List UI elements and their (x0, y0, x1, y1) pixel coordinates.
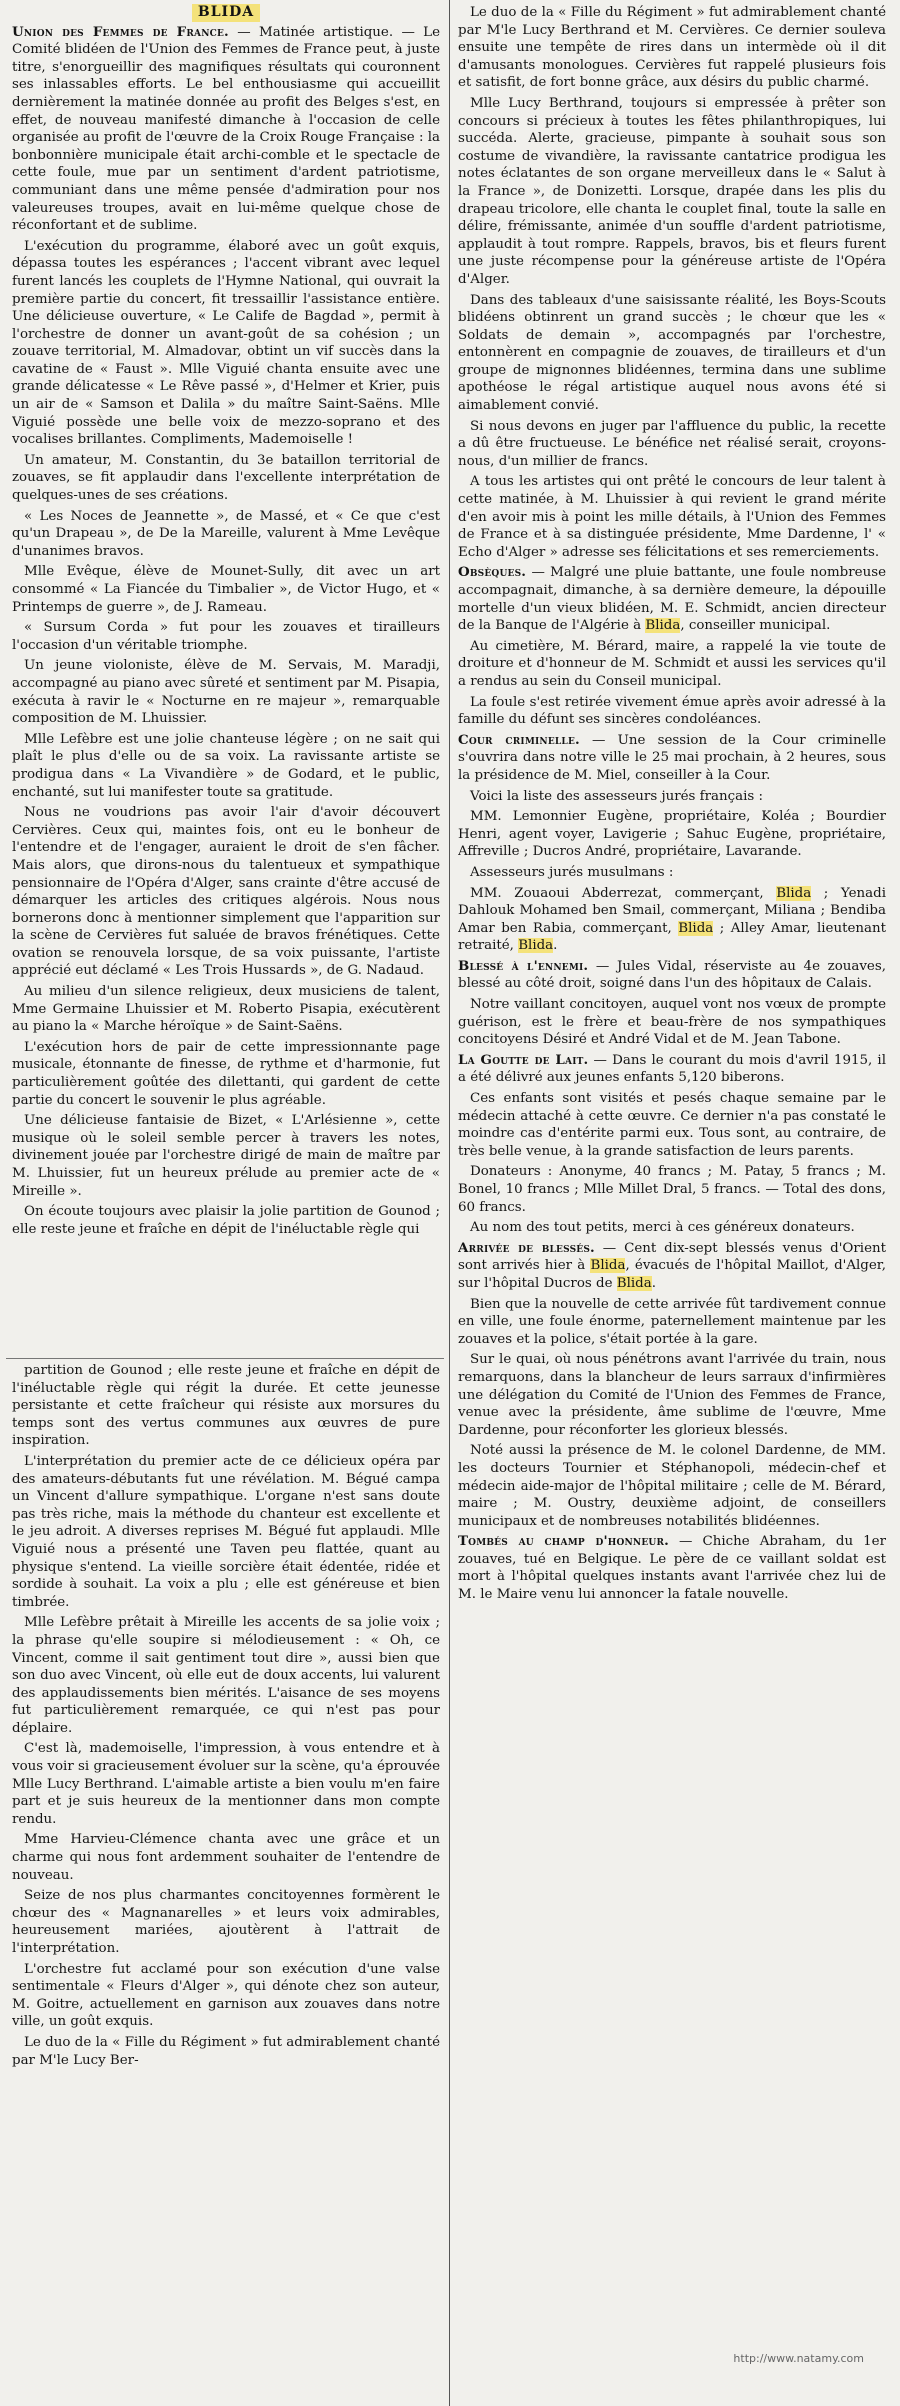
article-text: Voici la liste des assesseurs jurés français : (470, 788, 764, 804)
article-text: Le duo de la « Fille du Régiment » fut admirablement chanté par M'le Lucy Ber- (12, 2034, 440, 2068)
article-text: Ces enfants sont visités et pesés chaque semaine par le médecin attaché à cette œuvre. Ce dernier n'a pas constaté le moindre cas d'entérite parmi eux. Tous sont, au contraire, de très belle venue, à la grande satisfaction de leurs parents. (458, 1091, 886, 1159)
article-text: C'est là, mademoiselle, l'impression, à vous entendre et à vous voir si gracieusement évoluer sur la scène, qu'a éprouvée Mlle Lucy Berthrand. L'aimable artiste a bien voulu m'en faire part et je suis heureux de la mentionner dans mon compte rendu. (12, 1741, 440, 1827)
article-paragraph (12, 2034, 440, 2069)
article-paragraph (458, 638, 886, 691)
article-text: — Une session de la Cour criminelle s'ouvrira dans notre ville le 25 mai prochain, à 2 heures, sous la présidence de M. Miel, conseiller à la Cour. (458, 732, 886, 783)
article-paragraph (458, 1052, 886, 1087)
article-text: Mlle Lefèbre prêtait à Mireille les accents de sa jolie voix ; la phrase qu'elle soupire si mélodieusement : « Oh, ce Vincent, comme il sait gentiment tout dire », aussi bien que son duo avec Vincent, où elle eut de doux accents, lui valurent des applaudissements bien mérités. L'aisance de ses moyens fut particulièrement remarquée, ce qui n'est pas pour déplaire. (12, 1615, 440, 1736)
article-text: Si nous devons en juger par l'affluence du public, la recette a dû être fructueuse. Le bénéfice net réalisé serait, croyons-nous, d'un millier de francs. (458, 418, 886, 469)
article-paragraph (458, 732, 886, 785)
article-paragraph (12, 452, 440, 505)
article-text: Donateurs : Anonyme, 40 francs ; M. Patay, 5 francs ; M. Bonel, 10 francs ; Mlle Millet Dral, 5 francs. — Total des dons, 60 francs. (458, 1164, 886, 1215)
article-paragraph (12, 238, 440, 449)
article-text: MM. Lemonnier Eugène, propriétaire, Koléa ; Bourdier Henri, agent voyer, Lavigerie ; Sahuc Eugène, propriétaire, Affreville ; Ducros André, propriétaire, Lavarande. (458, 809, 886, 860)
article-text: MM. Zouaoui Abderrezat, commerçant, Blida ; Yenadi Dahlouk Mohamed ben Smail, commerçant, Miliana ; Bendiba Amar ben Rabia, commerçant, Blida ; Alley Amar, lieutenant retraité, Blida. (458, 885, 886, 954)
article-text: Au nom des tout petits, merci à ces généreux donateurs. (470, 1220, 855, 1236)
article-text: Nous ne voudrions pas avoir l'air d'avoir découvert Cervières. Ceux qui, maintes fois, ont eu le bonheur de l'entendre et de l'engager, auraient le droit de s'en fâcher. Mais alors, que dirons-nous du talentueux et sympathique pensionnaire de l'Opéra d'Alger, sans crainte d'être accusé de démarquer les articles des critiques algérois. Nous nous bornerons donc à mentionner simplement que l'apparition sur la scène de Cervières fut saluée de bravos frénétiques. Cette ovation se renouvela lorsque, de sa voix puissante, l'artiste apprécié eut déclamé « Les Trois Hussards », de G. Nadaud. (12, 805, 440, 979)
article-paragraph (12, 1831, 440, 1884)
article-paragraph (458, 808, 886, 861)
article-paragraph (12, 563, 440, 616)
article-text: La foule s'est retirée vivement émue après avoir adressé à la famille du défunt ses sincères condoléances. (458, 694, 886, 728)
search-highlight: Blida (645, 618, 681, 634)
article-heading: Tombés au champ d'honneur. (458, 1533, 670, 1550)
article-text: Un amateur, M. Constantin, du 3e bataillon territorial de zouaves, se fit applaudir dans l'excellente interprétation de quelques-unes de ses créations. (12, 452, 440, 504)
article-paragraph (458, 418, 886, 471)
article-paragraph (12, 1614, 440, 1737)
article-text: Mme Harvieu-Clémence chanta avec une grâce et un charme qui nous font ardemment souhaiter de l'entendre de nouveau. (12, 1832, 440, 1883)
article-paragraph (12, 1039, 440, 1109)
section-divider (6, 1358, 444, 1359)
article-paragraph (458, 788, 886, 806)
search-highlight: Blida (616, 1275, 652, 1291)
article-text: Le duo de la « Fille du Régiment » fut admirablement chanté par M'le Lucy Berthrand et M. Cervières. Ce dernier souleva ensuite une tempête de rires dans un intermède où il dit d'amusants monologues. Cervières fut rappelé plusieurs fois et satisfit, de fort bonne grâce, aux désirs du public charmé. (458, 5, 886, 91)
article-text: — Cent dix-sept blessés venus d'Orient sont arrivés hier à Blida, évacués de l'hôpital Maillot, d'Alger, sur l'hôpital Ducros de Blida. (458, 1240, 886, 1291)
article-text: Au cimetière, M. Bérard, maire, a rappelé la vie toute de droiture et d'honneur de M. Schmidt et aussi les services qu'il a rendus au sein du Conseil municipal. (458, 638, 886, 689)
article-text: L'exécution du programme, élaboré avec un goût exquis, dépassa toutes les espérances ; l'accent vibrant avec lequel furent lancés les couplets de l'Hymne National, qui ouvrait la première partie du concert, fit tressaillir l'assistance entière. Une délicieuse ouverture, « Le Calife de Bagdad », permit à l'orchestre de donner un avant-goût de sa cohésion ; un zouave territorial, M. Almadovar, obtint un vif succès dans la cavatine de « Faust ». Mlle Viguié chanta ensuite avec une grande délicatesse « Le Rêve passé », d'Helmer et Krier, puis un air de « Samson et Dalila » du maître Saint-Saëns. Mlle Viguié possède une belle voix de mezzo-soprano et des vocalises brillantes. Compliments, Mademoiselle ! (12, 238, 440, 448)
article-text: Un jeune violoniste, élève de M. Servais, M. Maradji, accompagné au piano avec sûreté et sentiment par M. Pisapia, exécuta à ravir le « Nocturne en re majeur », remarquable composition de M. Lhuissier. (12, 658, 440, 727)
article-paragraph (12, 1203, 440, 1238)
article-text: — Matinée artistique. — Le Comité blidéen de l'Union des Femmes de France peut, à juste titre, s'enorgueillir des magnifiques résultats qui couronnent ses inlassables efforts. Le bel enthousiasme qui accueillit dernièrement la matinée donnée au profit des Belges s'est, en effet, de nouveau manifesté dimanche à l'occasion de celle organisée au profit de l'œuvre de la Croix Rouge Française : la bonbonnière municipale était archi-comble et le spectacle de cette foule, mue par un sentiment d'ardent patriotisme, communiant dans une même pensée d'admiration pour nos valeureuses troupes, avait en lui-même quelque chose de réconfortant et de sublime. (12, 24, 440, 234)
article-heading: Union des Femmes de France. (12, 23, 229, 40)
article-text: Notre vaillant concitoyen, auquel vont nos vœux de prompte guérison, est le frère et beau-frère de nos sympathiques concitoyens Désiré et André Vidal et de M. Jean Tabone. (458, 997, 886, 1048)
article-heading: Arrivée de blessés. (458, 1239, 595, 1256)
article-text: Au milieu d'un silence religieux, deux musiciens de talent, Mme Germaine Lhuissier et M. Roberto Pisapia, exécutèrent au piano la « Marche héroïque » de Saint-Saëns. (12, 984, 440, 1035)
search-highlight: Blida (776, 885, 812, 901)
article-text: Noté aussi la présence de M. le colonel Dardenne, de MM. les docteurs Tournier et Stéphanopoli, médecin-chef et médecin aide-major de l'hôpital militaire ; celle de M. Bérard, maire ; M. Oustry, deuxième adjoint, de conseillers municipaux et de nombreuses notabilités blidéennes. (458, 1443, 886, 1529)
article-paragraph (12, 731, 440, 801)
article-text: — Malgré une pluie battante, une foule nombreuse accompagnait, dimanche, à sa dernière demeure, la dépouille mortelle d'un vieux blidéen, M. E. Schmidt, ancien directeur de la Banque de l'Algérie à Blida, conseiller municipal. (458, 565, 886, 634)
article-paragraph (12, 619, 440, 654)
article-paragraph (12, 1887, 440, 1957)
search-highlight: Blida (590, 1258, 626, 1274)
article-text: Mlle Lefèbre est une jolie chanteuse légère ; on ne sait qui plaît le plus d'elle ou de sa voix. La ravissante artiste se prodigua dans « La Vivandière » de Godard, et le public, enchanté, sut lui manifester toute sa gratitude. (12, 731, 440, 800)
article-paragraph (458, 958, 886, 993)
article-paragraph (12, 657, 440, 727)
column-left-bottom (12, 1362, 440, 2402)
article-paragraph (458, 292, 886, 415)
article-heading: Cour criminelle. (458, 731, 580, 748)
article-paragraph (12, 1453, 440, 1611)
article-text: — Jules Vidal, réserviste au 4e zouaves, blessé au côté droit, soigné dans l'un des hôpitaux de Calais. (458, 958, 886, 992)
article-paragraph (458, 1219, 886, 1237)
article-text: L'interprétation du premier acte de ce délicieux opéra par des amateurs-débutants fut une révélation. M. Bégué campa un Vincent d'allure sympathique. L'organe n'est sans doute pas très riche, mais la méthode du chanteur est excellente et le jeu adroit. A diverses reprises M. Bégué fut applaudi. Mlle Viguié nous a présenté une Taven peu flattée, quant au physique s'entend. La vieille sorcière était édentée, ridée et sordide à souhait. La voix a plu ; elle est généreuse et bien timbrée. (12, 1453, 440, 1610)
article-text: Sur le quai, où nous pénétrons avant l'arrivée du train, nous remarquons, dans la blancheur de leurs sarraux d'infirmières une délégation du Comité de l'Union des Femmes de France, venue avec la présidente, âme sublime de l'œuvre, Mme Dardenne, pour réconforter les glorieux blessés. (458, 1352, 886, 1438)
article-paragraph (458, 885, 886, 955)
article-text: On écoute toujours avec plaisir la jolie partition de Gounod ; elle reste jeune et fraîche en dépit de l'inéluctable règle qui (12, 1204, 440, 1237)
article-paragraph (12, 1362, 440, 1450)
article-paragraph (12, 1740, 440, 1828)
masthead-title: BLIDA (192, 4, 260, 22)
article-paragraph (458, 864, 886, 882)
article-paragraph (458, 4, 886, 92)
article-paragraph (458, 996, 886, 1049)
article-paragraph (458, 1163, 886, 1216)
article-paragraph (458, 1442, 886, 1530)
article-text: — Dans le courant du mois d'avril 1915, il a été délivré aux jeunes enfants 5,120 biberons. (458, 1052, 886, 1086)
article-paragraph (458, 1240, 886, 1293)
article-paragraph (458, 1090, 886, 1160)
article-text: Dans des tableaux d'une saisissante réalité, les Boys-Scouts blidéens obtinrent un grand succès ; le chœur que les « Soldats de demain », accompagnés par l'orchestre, entonnèrent en compagnie de zouaves, de tirailleurs et d'un groupe de mignonnes blidéennes, termina dans une sublime apothéose le régal artistique auquel nous avons été si aimablement convié. (458, 292, 886, 414)
article-text: L'exécution hors de pair de cette impressionnante page musicale, étonnante de finesse, de rythme et d'harmonie, fut particulièrement goûtée des dilettanti, qui gardent de cette partie du concert le souvenir le plus agréable. (12, 1039, 440, 1108)
article-paragraph (458, 1351, 886, 1439)
column-right (458, 4, 886, 2334)
article-paragraph (458, 95, 886, 289)
article-text: A tous les artistes qui ont prêté le concours de leur talent à cette matinée, à M. Lhuissier à qui revient le grand mérite d'en avoir mis à point les mille détails, à l'Union des Femmes de France et à sa distinguée présidente, Mme Dardenne, l' « Echo d'Alger » adresse ses félicitations et ses remerciements. (458, 474, 886, 560)
article-paragraph (12, 1961, 440, 2031)
article-text: « Sursum Corda » fut pour les zouaves et tirailleurs l'occasion d'un véritable triomphe. (12, 620, 440, 653)
column-divider (449, 0, 450, 2406)
search-highlight: Blida (518, 938, 554, 954)
column-left-top (12, 4, 440, 1356)
article-text: Assesseurs jurés musulmans : (470, 864, 674, 880)
article-text: Mlle Lucy Berthrand, toujours si empressée à prêter son concours si précieux à toutes les fêtes philanthropiques, lui succéda. Alerte, gracieuse, pimpante à souhait sous son costume de vivandière, la ravissante cantatrice prodigua les notes éclatantes de son organe merveilleux dans le « Salut à la France », de Donizetti. Lorsque, drapée dans les plis du drapeau tricolore, elle chanta le couplet final, toute la salle en délire, frémissante, animée d'un souffle d'ardent patriotisme, applaudit à tout rompre. Rappels, bravos, bis et fleurs furent une juste récompense pour la généreuse artiste de l'Opéra d'Alger. (458, 95, 886, 287)
article-paragraph (458, 694, 886, 729)
article-heading: Obsèques. (458, 564, 527, 581)
article-heading: Blessé à l'ennemi. (458, 957, 589, 974)
watermark-text: http://www.natamy.com (733, 2352, 864, 2365)
article-heading: La Goutte de Lait. (458, 1051, 589, 1068)
article-text: Mlle Evêque, élève de Mounet-Sully, dit avec un art consommé « La Fiancée du Timbalier », de Victor Hugo, et « Printemps de guerre », de J. Rameau. (12, 564, 440, 615)
article-text: L'orchestre fut acclamé pour son exécution d'une valse sentimentale « Fleurs d'Alger », qui dénote chez son auteur, M. Goitre, actuellement en garnison aux zouaves dans notre ville, un goût exquis. (12, 1961, 440, 2030)
article-text: partition de Gounod ; elle reste jeune et fraîche en dépit de l'inéluctable règle qui régit la durée. Et cette jeunesse persistante et cette fraîcheur qui résiste aux morsures du temps sont des vertus communes aux œuvres de pure inspiration. (12, 1363, 440, 1449)
article-text: Seize de nos plus charmantes concitoyennes formèrent le chœur des « Magnanarelles » et leurs voix admirables, heureusement mariées, ajoutèrent à l'attrait de l'interprétation. (12, 1888, 440, 1956)
article-paragraph (12, 24, 440, 235)
article-paragraph (12, 508, 440, 561)
article-text: Bien que la nouvelle de cette arrivée fût tardivement connue en ville, une foule énorme, paternellement maintenue par les zouaves et la police, s'était portée à la gare. (458, 1296, 886, 1347)
article-text: — Chiche Abraham, du 1er zouaves, tué en Belgique. Le père de ce vaillant soldat est mort à l'hôpital quelques instants avant l'arrivée chez lui de M. le Maire venu lui annoncer la fatale nouvelle. (458, 1534, 886, 1603)
article-paragraph (458, 1533, 886, 1603)
article-paragraph (12, 983, 440, 1036)
article-paragraph (12, 804, 440, 980)
article-text: Une délicieuse fantaisie de Bizet, « L'Arlésienne », cette musique où le soleil semble percer à travers les notes, divinement jouée par l'orchestre dirigé de main de maître par M. Lhuissier, fut un heureux prélude au premier acte de « Mireille ». (12, 1113, 440, 1199)
article-paragraph (458, 1296, 886, 1349)
article-text: « Les Noces de Jeannette », de Massé, et « Ce que c'est qu'un Drapeau », de De la Mareille, valurent à Mme Levêque d'unanimes bravos. (12, 508, 440, 559)
search-highlight: Blida (678, 920, 714, 936)
article-paragraph (458, 473, 886, 561)
article-paragraph (12, 1112, 440, 1200)
article-paragraph (458, 564, 886, 634)
